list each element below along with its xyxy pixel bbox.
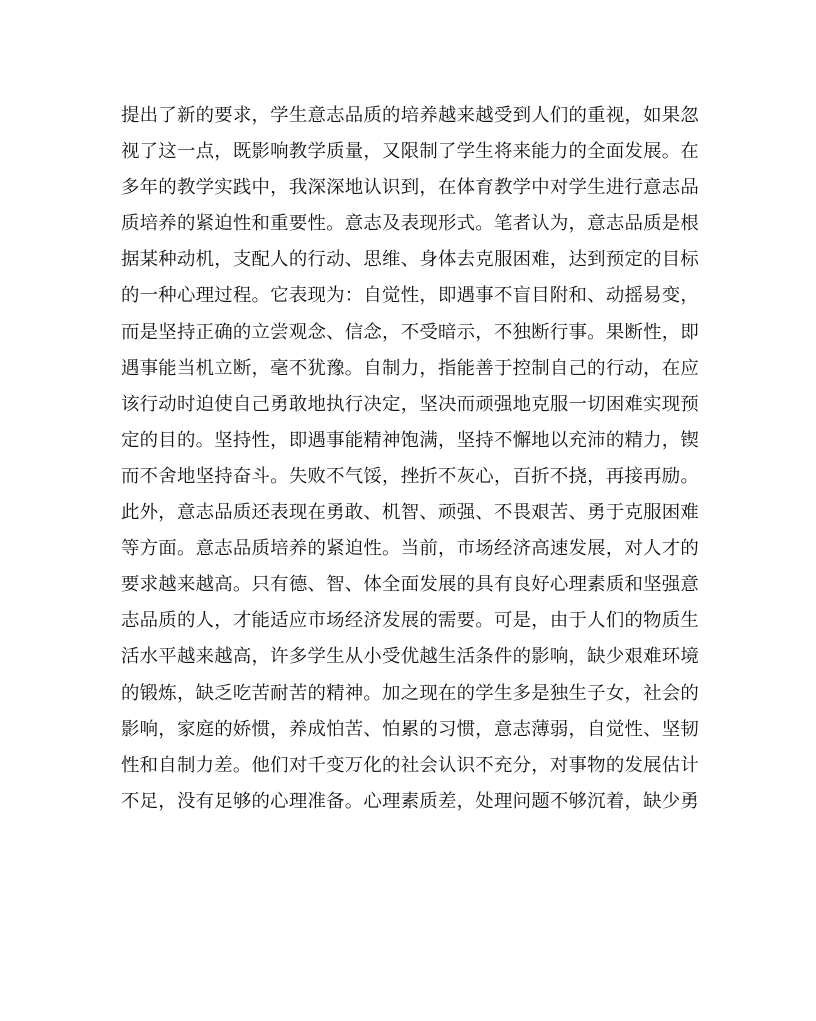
text-line: 不足，没有足够的心理准备。心理素质差，处理问题不够沉着，缺少勇 bbox=[121, 790, 699, 812]
body-text bbox=[121, 98, 699, 820]
text-line: 的一种心理过程。它表现为：自觉性，即遇事不盲目附和、动摇易变， bbox=[121, 285, 699, 307]
text-line: 据某种动机，支配人的行动、思维、身体去克服困难，达到预定的目标 bbox=[121, 249, 699, 271]
text-line: 此外，意志品质还表现在勇敢、机智、顽强、不畏艰苦、勇于克服困难 bbox=[121, 502, 699, 524]
text-line: 定的目的。坚持性，即遇事能精神饱满，坚持不懈地以充沛的精力，锲 bbox=[121, 429, 699, 451]
text-line: 等方面。意志品质培养的紧迫性。当前，市场经济高速发展，对人才的 bbox=[121, 538, 699, 560]
text-line: 视了这一点，既影响教学质量，又限制了学生将来能力的全面发展。在 bbox=[121, 141, 699, 163]
text-line: 影响，家庭的娇惯，养成怕苦、怕累的习惯，意志薄弱，自觉性、坚韧 bbox=[121, 718, 699, 740]
text-line: 活水平越来越高，许多学生从小受优越生活条件的影响，缺少艰难环境 bbox=[121, 646, 699, 668]
text-line: 而不舍地坚持奋斗。失败不气馁，挫折不灰心，百折不挠，再接再励。 bbox=[121, 465, 699, 487]
text-line: 要求越来越高。只有德、智、体全面发展的具有良好心理素质和坚强意 bbox=[121, 574, 699, 596]
text-line: 而是坚持正确的立尝观念、信念，不受暗示，不独断行事。果断性，即 bbox=[121, 321, 699, 343]
text-line: 遇事能当机立断，毫不犹豫。自制力，指能善于控制自己的行动，在应 bbox=[121, 357, 699, 379]
text-line: 志品质的人，才能适应市场经济发展的需要。可是，由于人们的物质生 bbox=[121, 610, 699, 632]
text-line: 多年的教学实践中，我深深地认识到，在体育教学中对学生进行意志品 bbox=[121, 177, 699, 199]
text-line: 提出了新的要求，学生意志品质的培养越来越受到人们的重视，如果忽 bbox=[121, 105, 699, 126]
text-line: 的锻炼，缺乏吃苦耐苦的精神。加之现在的学生多是独生子女，社会的 bbox=[121, 682, 699, 704]
text-line: 性和自制力差。他们对千变万化的社会认识不充分，对事物的发展估计 bbox=[121, 754, 699, 776]
text-line: 该行动时迫使自己勇敢地执行决定，坚决而顽强地克服一切困难实现预 bbox=[121, 393, 699, 415]
text-line: 质培养的紧迫性和重要性。意志及表现形式。笔者认为，意志品质是根 bbox=[121, 213, 699, 235]
